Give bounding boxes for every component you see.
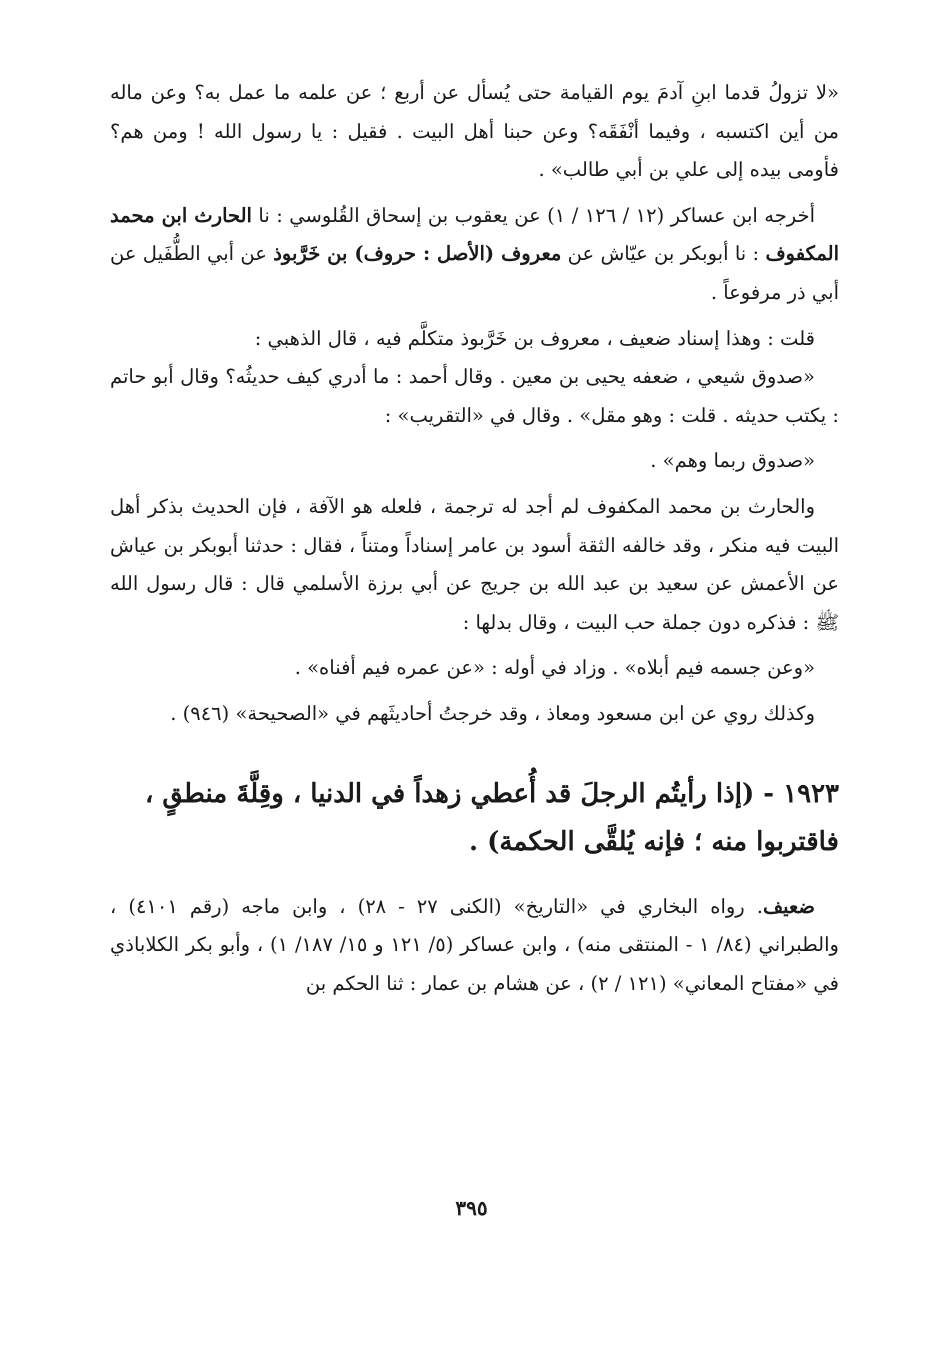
narrator-name-maruf: معروف (الأصل : حروف) بن خَرَّبوذ: [273, 242, 562, 266]
grading-text: . رواه البخاري في «التاريخ» (الكنى ٢٧ - ٢٨) ، وابن ماجه (رقم ٤١٠١) ، والطبراني (٨٤/ ١ - المنتقى منه) ، وابن عساكر (٥/ ١٢١ و ١٥/ ١٨٧/ ١) ، وأبو بكر الكلاباذي في «مفتاح المعاني» (١٢١ / ٢) ، عن هشام بن عمار : ثنا الحكم بن: [110, 894, 839, 995]
grading-label: ضعيف: [762, 894, 815, 918]
sahiha-reference: وكذلك روي عن ابن مسعود ومعاذ ، وقد خرجتُ أحاديثَهم في «الصحيحة» (٩٤٦) .: [170, 701, 815, 725]
taqrib-quote: «صدوق ربما وهم» .: [650, 449, 815, 473]
hadith-heading: [110, 770, 839, 866]
narrator-name-harith: الحارث ابن محمد المكفوف: [110, 203, 839, 266]
grading-paragraph: [110, 888, 839, 1004]
comment-paragraph: قلت : وهذا إسناد ضعيف ، معروف بن خَرَّبوذ متكلَّم فيه ، قال الذهبي :: [254, 326, 815, 350]
grading-section: [110, 888, 839, 1004]
takhrij-middle: : نا أبوبكر بن عيّاش عن: [561, 242, 766, 266]
body-text: [110, 74, 839, 734]
hadith-number: ١٩٢٣: [783, 778, 839, 809]
page-number: ٣٩٥: [455, 1196, 488, 1220]
dhahabi-quote: «صدوق شيعي ، ضعفه يحيى بن معين . وقال أحمد : ما أدري كيف حديثُه؟ وقال أبو حاتم : يكتب حديثه . قلت : وهو مقل» . وقال في «التقريب» :: [110, 365, 839, 427]
takhrij-end: عن أبي الطُّفَيل عن أبي ذر مرفوعاً .: [110, 242, 839, 304]
quoted-hadith-continuation: «لا تزولُ قدما ابنِ آدمَ يوم القيامة حتى يُسأل عن أربع ؛ عن علمه ما عمل به؟ وعن ماله من أين اكتسبه ، وفيما أنْفَقَه؟ وعن حبنا أهل البيت . فقيل : يا رسول الله ! ومن هم؟ فأومى بيده إلى علي بن أبي طالب» .: [110, 81, 839, 182]
addition-paragraph: «وعن جسمه فيم أبلاه» . وزاد في أوله : «عن عمره فيم أفناه» .: [294, 656, 815, 680]
hadith-text: - (إذا رأيتُم الرجلَ قد أُعطي زهداً في الدنيا ، وقِلَّةَ منطقٍ ، فاقتربوا منه ؛ فإنه يُلقَّى الحكمة) .: [144, 778, 839, 857]
takhrij-paragraph: [110, 197, 839, 313]
takhrij-start: أخرجه ابن عساكر (١٢ / ١٢٦ / ١) عن يعقوب بن إسحاق القُلوسي : نا: [251, 203, 816, 227]
analysis-paragraph: والحارث بن محمد المكفوف لم أجد له ترجمة ، فلعله هو الآفة ، فإن الحديث بذكر أهل البيت فيه منكر ، وقد خالفه الثقة أسود بن عامر إسناداً ومتناً ، فقال : حدثنا أبوبكر بن عياش عن الأعمش عن سعيد بن عبد الله بن جريج عن أبي برزة الأسلمي قال : قال رسول الله ﷺ : فذكره دون جملة حب البيت ، وقال بدلها :: [110, 494, 839, 634]
